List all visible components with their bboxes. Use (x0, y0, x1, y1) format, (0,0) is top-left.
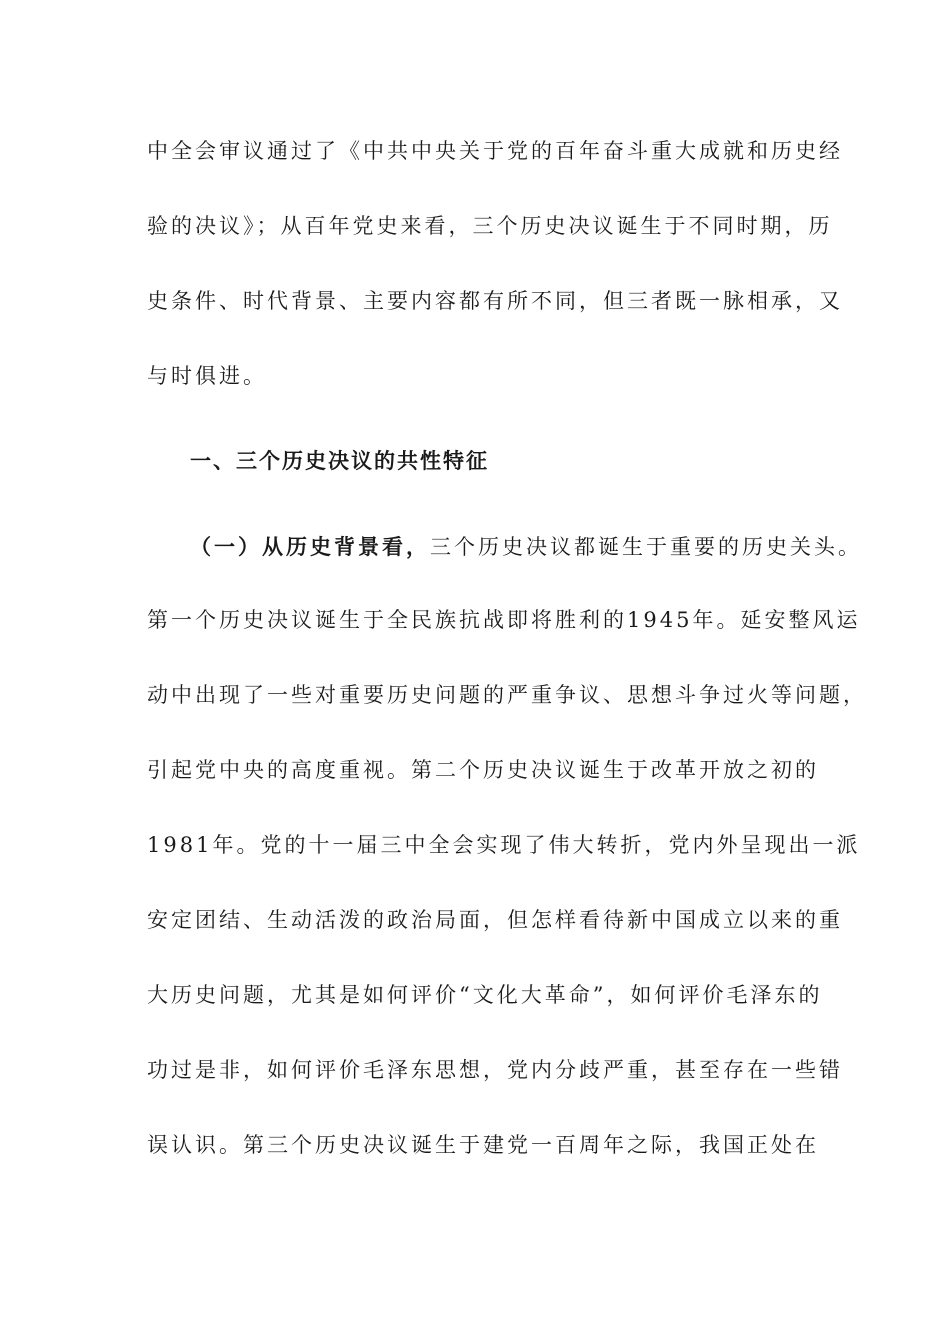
section-heading: 一、三个历史决议的共性特征 (190, 449, 489, 473)
intro-line-3: 史条件、时代背景、主要内容都有所不同，但三者既一脉相承，又 (147, 289, 843, 313)
body-line-3: 引起党中央的高度重视。第二个历史决议诞生于改革开放之初的 (147, 758, 819, 782)
body-line-1: 第一个历史决议诞生于全民族抗战即将胜利的1945年。延安整风运 (147, 608, 861, 632)
body-line-2: 动中出现了一些对重要历史问题的严重争议、思想斗争过火等问题， (147, 683, 867, 707)
subsection-rest: 三个历史决议都诞生于重要的历史关头。 (430, 535, 862, 559)
body-line-4: 1981年。党的十一届三中全会实现了伟大转折，党内外呈现出一派 (147, 833, 861, 857)
body-line-8: 误认识。第三个历史决议诞生于建党一百周年之际，我国正处在 (147, 1133, 819, 1157)
intro-line-1: 中全会审议通过了《中共中央关于党的百年奋斗重大成就和历史经 (147, 139, 843, 163)
intro-line-2: 验的决议》；从百年党史来看，三个历史决议诞生于不同时期，历 (147, 214, 833, 238)
intro-line-4: 与时俱进。 (147, 364, 267, 388)
body-line-6: 大历史问题，尤其是如何评价“文化大革命”，如何评价毛泽东的 (147, 983, 823, 1007)
subsection-lead: （一）从历史背景看， (190, 534, 430, 559)
body-line-7: 功过是非，如何评价毛泽东思想，党内分歧严重，甚至存在一些错 (147, 1058, 843, 1082)
body-line-5: 安定团结、生动活泼的政治局面，但怎样看待新中国成立以来的重 (147, 908, 843, 932)
subsection-paragraph-start (190, 532, 862, 562)
